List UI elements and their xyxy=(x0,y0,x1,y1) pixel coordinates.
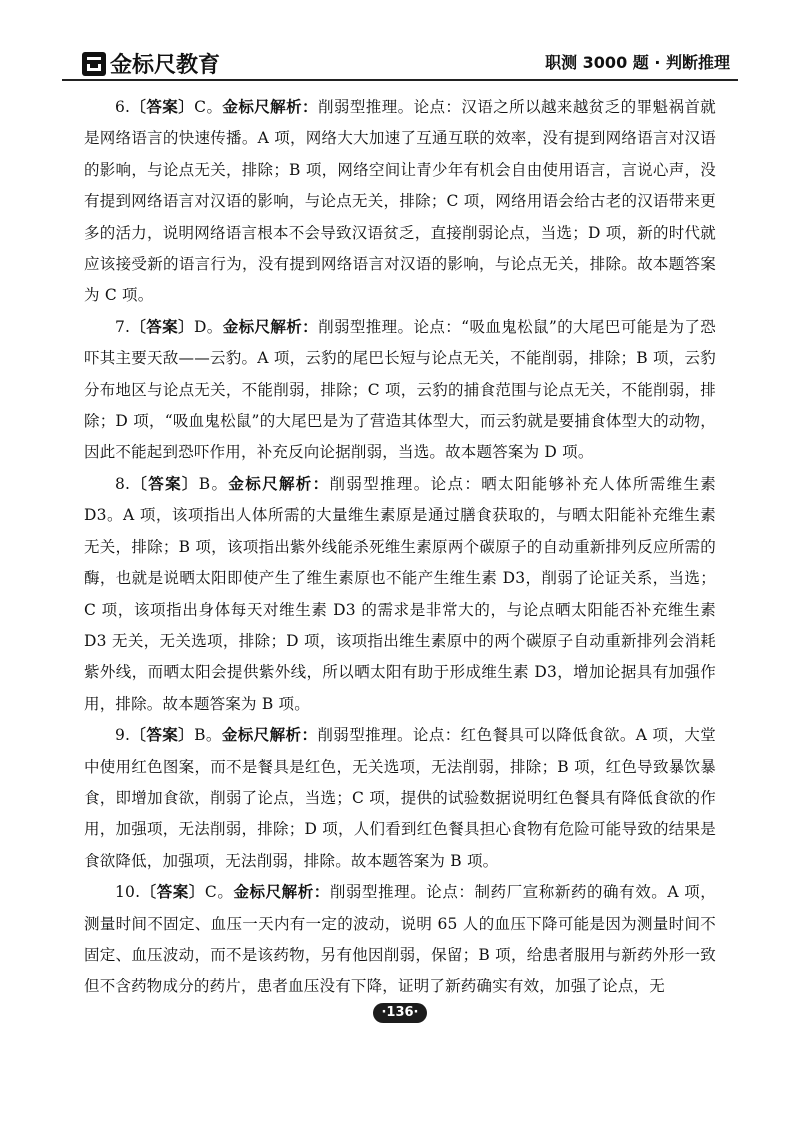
brand-logo xyxy=(82,48,220,79)
question-number: 9. xyxy=(115,726,131,745)
analysis-text: 削弱型推理。论点：汉语之所以越来越贫乏的罪魁祸首就是网络语言的快速传播。A 项，网络大大加速了互通互联的效率，没有提到网络语言对汉语的影响，与论点无关，排除；B 项，网络空间让青少年有机会自由使用语言，言说心声，没有提到网络语言对汉语的影响，与论点无关，排除；C 项，网络用语会给古老的汉语带来更多的活力，说明网络语言根本不会导致汉语贫乏，直接削弱论点，当选；D 项，新的时代就应该接受新的语言行为，没有提到网络语言对汉语的影响，与论点无关，排除。故本题答案为 C 项。 xyxy=(84,98,716,305)
question-number: 10. xyxy=(115,883,141,902)
answer-label: 〔答案〕 xyxy=(130,98,195,116)
answer-label: 〔答案〕 xyxy=(140,883,205,902)
logo-icon xyxy=(82,52,106,76)
question-number: 8. xyxy=(115,474,131,493)
header-divider xyxy=(62,79,738,81)
question-number: 7. xyxy=(115,317,131,336)
analysis-label: 金标尺解析： xyxy=(222,317,319,336)
analysis-text: 削弱型推理。论点：晒太阳能够补充人体所需维生素 D3。A 项，该项指出人体所需的大量维生素原是通过膳食获取的，与晒太阳能补充维生素无关，排除；B 项，该项指出紫外线能杀死维生素原两个碳原子的自动重新排列反应所需的酶，也就是说晒太阳即使产生了维生素原也不能产生维生素 D3，削弱了论证关系，当选；C 项，该项指出身体每天对维生素 D3 的需求是非常大的，与论点晒太阳能否补充维生素 D3 无关，无关选项，排除；D 项，该项指出维生素原中的两个碳原子自动重新排列会消耗紫外线，而晒太阳会提供紫外线，所以晒太阳有助于形成维生素 D3，增加论据具有加强作用，排除。故本题答案为 B 项。 xyxy=(84,474,716,713)
answer-value: D。 xyxy=(193,317,223,336)
answer-item-6 xyxy=(84,92,716,312)
answer-analysis-list xyxy=(84,92,716,1003)
answer-label: 〔答案〕 xyxy=(130,726,195,745)
series-title: 职测 3000 题 · 判断推理 xyxy=(545,53,730,72)
answer-value: C。 xyxy=(194,98,223,116)
question-number: 6. xyxy=(115,98,131,116)
page-number: ·136· xyxy=(373,1003,427,1023)
answer-item-8 xyxy=(84,469,716,720)
analysis-label: 金标尺解析： xyxy=(221,726,318,745)
logo-text: 金标尺教育 xyxy=(110,53,221,78)
answer-item-9 xyxy=(84,720,716,877)
answer-value: C。 xyxy=(204,883,234,902)
analysis-text: 削弱型推理。论点：“吸血鬼松鼠”的大尾巴可能是为了恐吓其主要天敌——云豹。A 项，云豹的尾巴长短与论点无关，不能削弱，排除；B 项，云豹分布地区与论点无关，不能削弱，排除；C 项，云豹的捕食范围与论点无关，不能削弱，排除；D 项，“吸血鬼松鼠”的大尾巴是为了营造其体型大，而云豹就是要捕食体型大的动物，因此不能起到恐吓作用，补充反向论据削弱，当选。故本题答案为 D 项。 xyxy=(84,317,716,462)
answer-item-7 xyxy=(84,312,716,469)
answer-item-10 xyxy=(84,877,716,1003)
answer-value: B。 xyxy=(198,474,229,493)
analysis-text: 削弱型推理。论点：红色餐具可以降低食欲。A 项，大堂中使用红色图案，而不是餐具是红色，无关选项，无法削弱，排除；B 项，红色导致暴饮暴食，即增加食欲，削弱了论点，当选；C 项，提供的试验数据说明红色餐具有降低食欲的作用，加强项，无法削弱，排除；D 项，人们看到红色餐具担心食物有危险可能导致的结果是食欲降低，加强项，无法削弱，排除。故本题答案为 B 项。 xyxy=(84,726,716,870)
analysis-label: 金标尺解析： xyxy=(233,883,330,902)
analysis-label: 金标尺解析： xyxy=(222,98,318,116)
answer-value: B。 xyxy=(194,726,222,745)
analysis-text: 削弱型推理。论点：制药厂宣称新药的确有效。A 项，测量时间不固定、血压一天内有一定的波动，说明 65 人的血压下降可能是因为测量时间不固定、血压波动，而不是该药物，另有他因削弱，保留；B 项，给患者服用与新药外形一致但不含药物成分的药片，患者血压没有下降，证明了新药确实有效，加强了论点，无 xyxy=(84,883,716,996)
answer-label: 〔答案〕 xyxy=(130,317,194,336)
page-header xyxy=(62,44,738,80)
analysis-label: 金标尺解析： xyxy=(228,474,330,493)
answer-label: 〔答案〕 xyxy=(130,474,199,493)
